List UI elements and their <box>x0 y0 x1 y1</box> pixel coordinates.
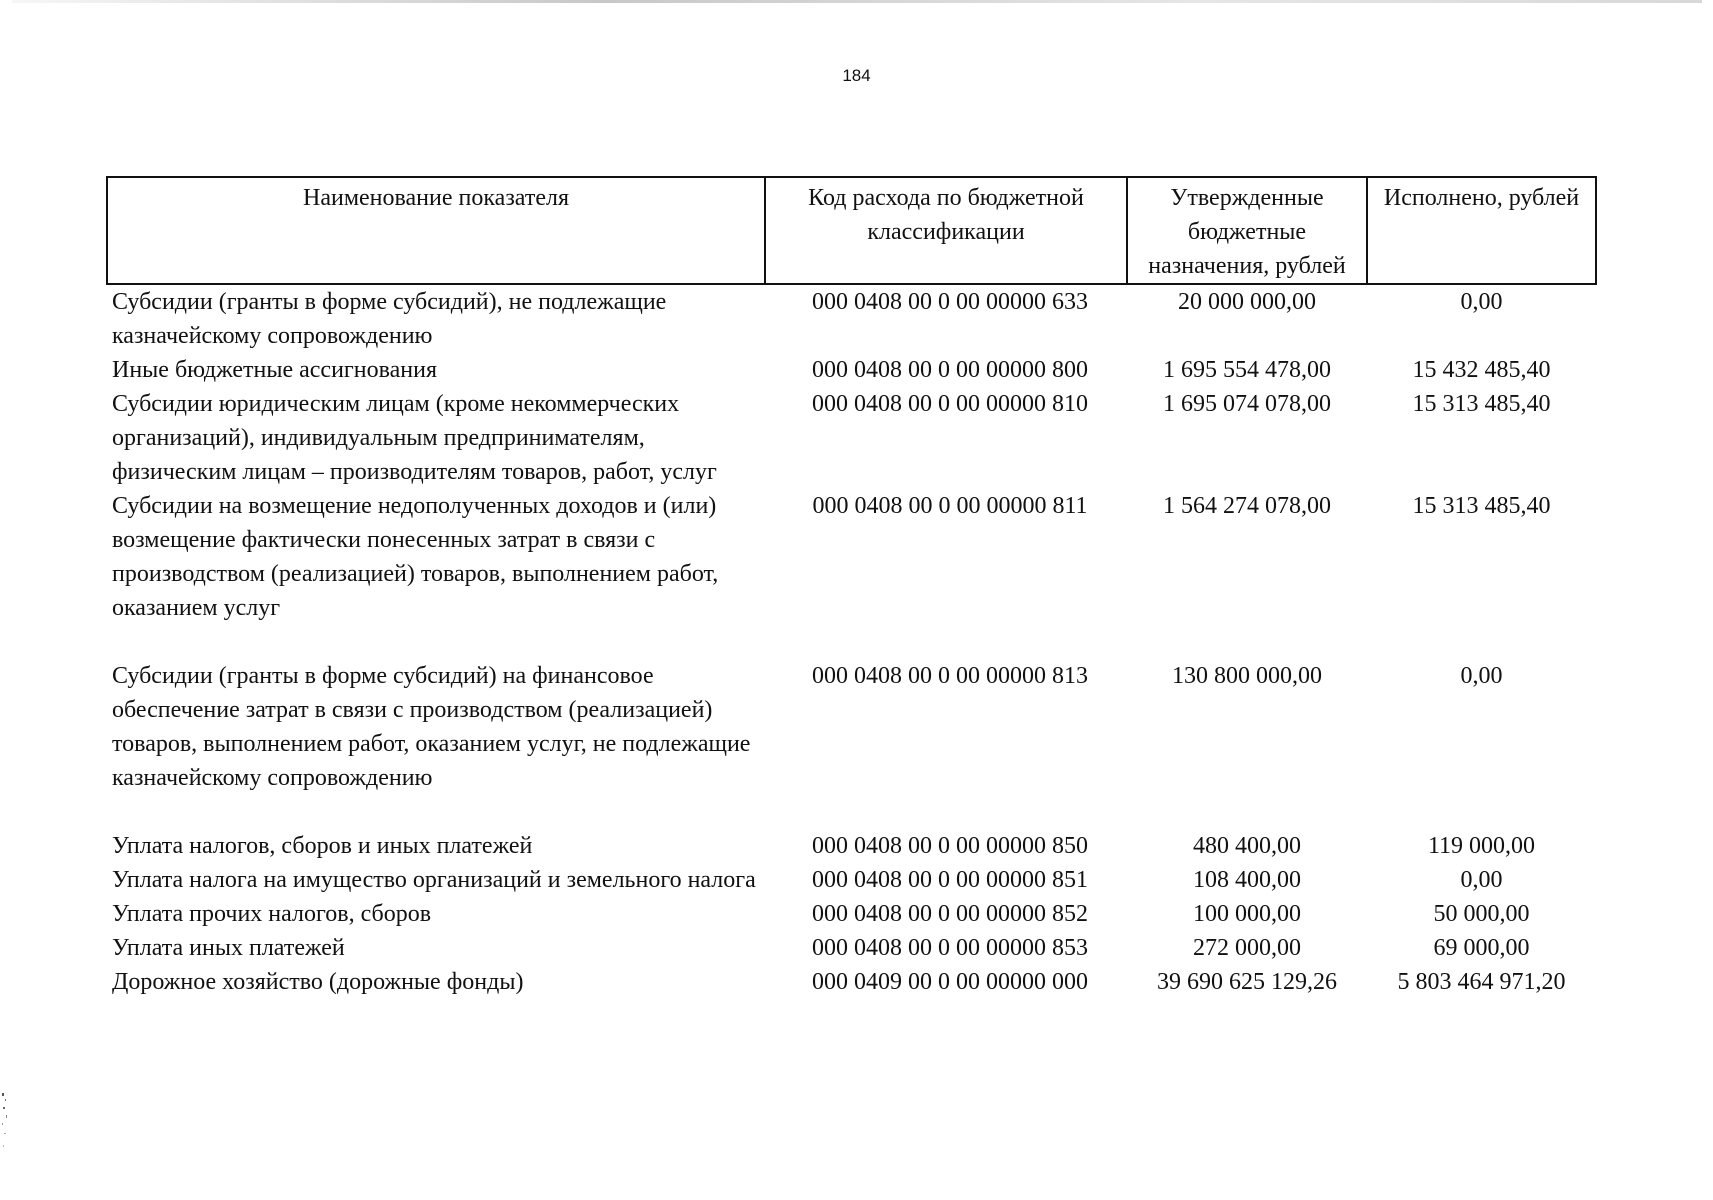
table-row <box>107 659 1596 829</box>
row-name: Субсидии на возмещение недополученных доходов и (или) возмещение фактически понесенных затрат в связи с производством (реализацией) товаров, выполнением работ, оказанием услуг <box>112 493 719 621</box>
row-name: Субсидии юридическим лицам (кроме некоммерческих организаций), индивидуальным предпринимателям, физическим лицам – производителям товаров, работ, услуг <box>112 391 717 485</box>
row-name: Иные бюджетные ассигнования <box>112 357 437 383</box>
page-number: 184 <box>842 66 871 85</box>
budget-execution-table <box>106 176 1597 999</box>
row-name: Уплата иных платежей <box>112 935 345 961</box>
table-row <box>107 931 1596 965</box>
row-executed: 15 313 485,40 <box>1412 493 1551 519</box>
row-code: 000 0408 00 0 00 00000 813 <box>812 663 1088 689</box>
scan-top-edge <box>12 0 1702 3</box>
row-executed: 69 000,00 <box>1433 935 1530 961</box>
row-executed: 119 000,00 <box>1427 833 1536 859</box>
row-approved: 272 000,00 <box>1193 935 1301 961</box>
row-code: 000 0408 00 0 00 00000 633 <box>812 289 1088 315</box>
table-header-row <box>107 177 1596 284</box>
row-name: Уплата налога на имущество организаций и земельного налога <box>112 867 756 893</box>
row-code: 000 0408 00 0 00 00000 852 <box>812 901 1088 927</box>
row-code: 000 0408 00 0 00 00000 850 <box>812 833 1088 859</box>
row-executed: 15 432 485,40 <box>1412 357 1551 383</box>
row-name: Субсидии (гранты в форме субсидий) на финансовое обеспечение затрат в связи с производством (реализацией) товаров, выполнением работ, оказанием услуг, не подлежащие казначейскому сопровождению <box>112 663 751 791</box>
row-name: Уплата налогов, сборов и иных платежей <box>112 833 533 859</box>
row-approved: 480 400,00 <box>1193 833 1301 859</box>
row-executed: 15 313 485,40 <box>1412 391 1551 417</box>
table-row <box>107 965 1596 999</box>
row-code: 000 0408 00 0 00 00000 811 <box>812 493 1088 519</box>
row-code: 000 0408 00 0 00 00000 851 <box>812 867 1088 893</box>
row-name: Дорожное хозяйство (дорожные фонды) <box>112 969 524 995</box>
row-executed: 0,00 <box>1460 867 1503 893</box>
row-approved: 1 695 074 078,00 <box>1163 391 1331 417</box>
row-name: Субсидии (гранты в форме субсидий), не подлежащие казначейскому сопровождению <box>112 289 667 349</box>
row-approved: 39 690 625 129,26 <box>1157 969 1337 995</box>
row-executed: 50 000,00 <box>1433 901 1530 927</box>
row-code: 000 0408 00 0 00 00000 800 <box>812 357 1088 383</box>
row-code: 000 0408 00 0 00 00000 810 <box>812 391 1088 417</box>
header-indicator-name: Наименование показателя <box>107 177 765 284</box>
table-row <box>107 897 1596 931</box>
table-row <box>107 353 1596 387</box>
table-row <box>107 829 1596 863</box>
header-executed: Исполнено, рублей <box>1367 177 1596 284</box>
row-executed: 0,00 <box>1460 663 1503 689</box>
row-code: 000 0409 00 0 00 00000 000 <box>812 969 1088 995</box>
row-executed: 0,00 <box>1460 289 1503 315</box>
row-approved: 100 000,00 <box>1193 901 1301 927</box>
row-approved: 20 000 000,00 <box>1178 289 1316 315</box>
header-approved-assignments: Утвержденные бюджетные назначения, рублей <box>1127 177 1367 284</box>
row-approved: 1 695 554 478,00 <box>1163 357 1331 383</box>
row-approved: 108 400,00 <box>1193 867 1301 893</box>
table-row <box>107 863 1596 897</box>
table-row <box>107 387 1596 489</box>
scan-edge-specks <box>0 1085 14 1185</box>
row-approved: 1 564 274 078,00 <box>1163 493 1331 519</box>
row-code: 000 0408 00 0 00 00000 853 <box>812 935 1088 961</box>
header-expense-code: Код расхода по бюджетной классификации <box>765 177 1127 284</box>
row-approved: 130 800 000,00 <box>1172 663 1322 689</box>
table-row <box>107 284 1596 353</box>
table-row <box>107 489 1596 659</box>
row-executed: 5 803 464 971,20 <box>1397 969 1566 995</box>
row-name: Уплата прочих налогов, сборов <box>112 901 432 927</box>
